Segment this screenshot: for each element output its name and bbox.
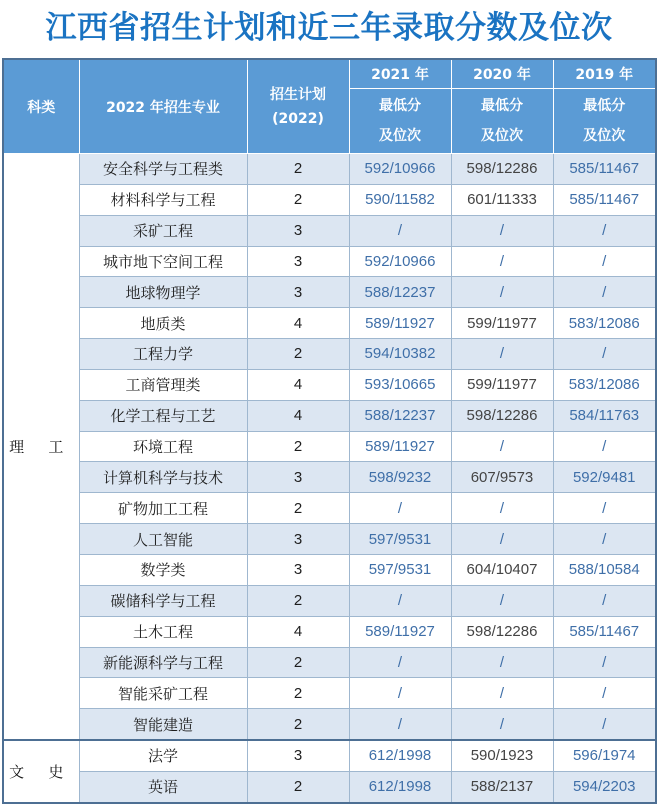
plan-cell: 3 [247,740,349,771]
plan-cell: 2 [247,678,349,709]
score-2020-cell: / [451,585,553,616]
major-cell: 英语 [79,771,247,802]
major-cell: 智能采矿工程 [79,678,247,709]
plan-cell: 2 [247,493,349,524]
header-score-line1: 最低分 [583,98,626,114]
plan-cell: 3 [247,554,349,585]
header-score-line2: 及位次 [481,128,523,144]
table-row [3,462,656,493]
score-2021-cell: / [349,493,451,524]
score-2019-cell: 585/11467 [553,616,656,647]
score-2021-cell: / [349,215,451,246]
plan-cell: 2 [247,709,349,740]
plan-cell: 3 [247,524,349,555]
score-2021-cell: 592/10966 [349,154,451,185]
major-cell: 碳储科学与工程 [79,585,247,616]
score-2021-cell: 594/10382 [349,339,451,370]
score-2019-cell: / [553,585,656,616]
score-2020-cell: 604/10407 [451,554,553,585]
plan-cell: 3 [247,246,349,277]
table-row [3,277,656,308]
score-2020-cell: 601/11333 [451,184,553,215]
header-score-line1: 最低分 [481,98,523,114]
header-major: 2022 年招生专业 [79,59,247,154]
plan-cell: 2 [247,184,349,215]
major-cell: 化学工程与工艺 [79,400,247,431]
score-2021-cell: / [349,585,451,616]
score-2019-cell: 588/10584 [553,554,656,585]
plan-cell: 3 [247,215,349,246]
score-2021-cell: 592/10966 [349,246,451,277]
score-2019-cell: / [553,339,656,370]
score-2021-cell: 588/12237 [349,400,451,431]
header-score-2019 [553,89,656,154]
score-2020-cell: / [451,277,553,308]
table-row [3,308,656,339]
score-2020-cell: / [451,431,553,462]
category-cell: 理 工 [3,154,79,741]
score-2019-cell: 594/2203 [553,771,656,802]
table-row [3,678,656,709]
header-score-line2: 及位次 [379,128,421,144]
table-row [3,554,656,585]
header-score-line1: 最低分 [379,98,421,114]
table-row [3,740,656,771]
plan-cell: 2 [247,339,349,370]
plan-cell: 4 [247,369,349,400]
score-2020-cell: / [451,524,553,555]
table-row [3,616,656,647]
score-2021-cell: 589/11927 [349,308,451,339]
plan-cell: 4 [247,616,349,647]
major-cell: 矿物加工工程 [79,493,247,524]
score-2019-cell: 584/11763 [553,400,656,431]
major-cell: 环境工程 [79,431,247,462]
admission-table [2,58,657,804]
score-2021-cell: 589/11927 [349,616,451,647]
major-cell: 智能建造 [79,709,247,740]
table-row [3,647,656,678]
score-2021-cell: / [349,647,451,678]
table-row [3,400,656,431]
score-2019-cell: / [553,431,656,462]
header-plan-line2: (2022) [272,110,324,127]
score-2020-cell: 599/11977 [451,308,553,339]
header-plan-line1: 招生计划 [270,86,326,103]
table-row [3,339,656,370]
table-row [3,431,656,462]
table-row [3,493,656,524]
plan-cell: 4 [247,308,349,339]
score-2019-cell: 583/12086 [553,369,656,400]
score-2019-cell: / [553,246,656,277]
major-cell: 工程力学 [79,339,247,370]
major-cell: 城市地下空间工程 [79,246,247,277]
major-cell: 人工智能 [79,524,247,555]
score-2019-cell: / [553,524,656,555]
score-2019-cell: 592/9481 [553,462,656,493]
plan-cell: 2 [247,585,349,616]
header-category: 科类 [3,59,79,154]
score-2020-cell: 598/12286 [451,154,553,185]
major-cell: 地质类 [79,308,247,339]
score-2019-cell: / [553,678,656,709]
table-row [3,154,656,185]
table-row [3,215,656,246]
score-2019-cell: / [553,277,656,308]
table-row [3,771,656,802]
header-year-2019: 2019 年 [553,59,656,89]
score-2021-cell: 612/1998 [349,771,451,802]
score-2020-cell: 598/12286 [451,616,553,647]
header-score-line2: 及位次 [583,128,626,144]
table-row [3,369,656,400]
score-2020-cell: / [451,678,553,709]
score-2020-cell: / [451,647,553,678]
header-score-2021 [349,89,451,154]
score-2019-cell: 585/11467 [553,184,656,215]
score-2019-cell: / [553,709,656,740]
table-row [3,524,656,555]
score-2021-cell: / [349,709,451,740]
major-cell: 土木工程 [79,616,247,647]
header-plan [247,59,349,154]
score-2021-cell: 590/11582 [349,184,451,215]
score-2021-cell: 597/9531 [349,554,451,585]
score-2019-cell: / [553,493,656,524]
major-cell: 采矿工程 [79,215,247,246]
score-2020-cell: 590/1923 [451,740,553,771]
table-row [3,709,656,740]
plan-cell: 2 [247,431,349,462]
table-body [3,154,656,803]
score-2019-cell: 583/12086 [553,308,656,339]
plan-cell: 3 [247,277,349,308]
score-2021-cell: 589/11927 [349,431,451,462]
plan-cell: 2 [247,647,349,678]
score-2019-cell: / [553,215,656,246]
score-2020-cell: 607/9573 [451,462,553,493]
header-year-2021: 2021 年 [349,59,451,89]
major-cell: 计算机科学与技术 [79,462,247,493]
score-2020-cell: / [451,339,553,370]
score-2020-cell: / [451,709,553,740]
major-cell: 地球物理学 [79,277,247,308]
score-2021-cell: 598/9232 [349,462,451,493]
major-cell: 法学 [79,740,247,771]
major-cell: 材料科学与工程 [79,184,247,215]
page-title: 江西省招生计划和近三年录取分数及位次 [45,10,613,46]
plan-cell: 2 [247,154,349,185]
score-2020-cell: 598/12286 [451,400,553,431]
score-2021-cell: 612/1998 [349,740,451,771]
category-cell: 文 史 [3,740,79,803]
score-2021-cell: 593/10665 [349,369,451,400]
table-row [3,246,656,277]
major-cell: 新能源科学与工程 [79,647,247,678]
score-2020-cell: / [451,246,553,277]
score-2020-cell: 588/2137 [451,771,553,802]
plan-cell: 4 [247,400,349,431]
score-2020-cell: / [451,493,553,524]
table-row [3,184,656,215]
major-cell: 安全科学与工程类 [79,154,247,185]
score-2020-cell: 599/11977 [451,369,553,400]
score-2021-cell: 597/9531 [349,524,451,555]
header-score-2020 [451,89,553,154]
major-cell: 工商管理类 [79,369,247,400]
score-2019-cell: 596/1974 [553,740,656,771]
plan-cell: 3 [247,462,349,493]
table-header [3,59,656,154]
score-2021-cell: / [349,678,451,709]
header-year-2020: 2020 年 [451,59,553,89]
major-cell: 数学类 [79,554,247,585]
plan-cell: 2 [247,771,349,802]
score-2019-cell: 585/11467 [553,154,656,185]
score-2019-cell: / [553,647,656,678]
table-row [3,585,656,616]
score-2020-cell: / [451,215,553,246]
score-2021-cell: 588/12237 [349,277,451,308]
